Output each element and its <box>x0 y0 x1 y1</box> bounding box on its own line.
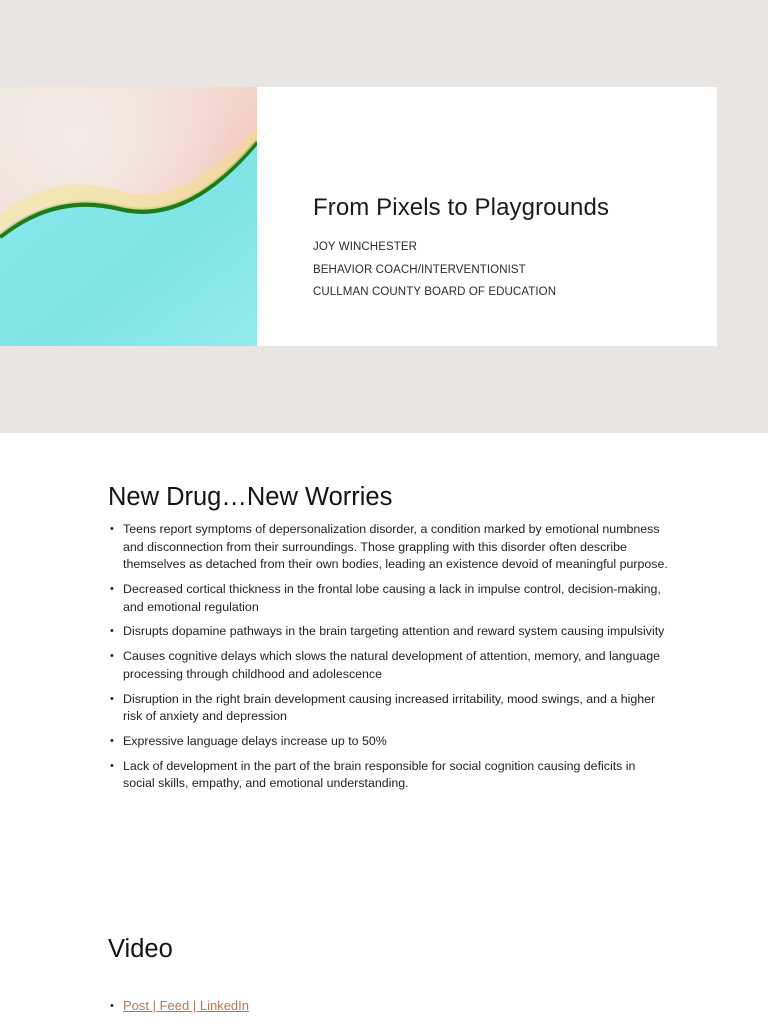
title-block <box>313 194 703 304</box>
presentation-title: From Pixels to Playgrounds <box>313 194 610 221</box>
title-card <box>0 87 717 346</box>
presenter-name: JOY WINCHESTER <box>313 241 418 253</box>
video-heading: Video <box>108 935 173 963</box>
content-slide <box>0 433 768 1024</box>
video-link-list <box>108 997 249 1015</box>
list-item <box>108 997 249 1015</box>
list-item: • Disruption in the right brain development causing increased irritability, mood swings, and a higher risk of anxiety and depression <box>108 691 668 726</box>
list-item: • Lack of development in the part of the brain responsible for social cognition causing deficits in social skills, empathy, and emotional understanding. <box>108 758 668 793</box>
list-item: • Expressive language delays increase up to 50% <box>108 733 668 751</box>
list-item: • Teens report symptoms of depersonalization disorder, a condition marked by emotional numbness and disconnection from their surroundings. Those grappling with this disorder often describe themselves as detached from their own bodies, leading an existence devoid of meaningful purpose. <box>108 521 668 574</box>
organization: CULLMAN COUNTY BOARD OF EDUCATION <box>313 286 557 298</box>
video-link[interactable]: Post | Feed | LinkedIn <box>123 998 249 1013</box>
slide-heading: New Drug…New Worries <box>108 483 393 511</box>
bullet-list <box>108 521 668 800</box>
list-item: • Disrupts dopamine pathways in the brain targeting attention and reward system causing impulsivity <box>108 623 668 641</box>
list-item: • Causes cognitive delays which slows the natural development of attention, memory, and language processing through childhood and adolescence <box>108 648 668 683</box>
title-slide <box>0 0 768 433</box>
presenter-role: BEHAVIOR COACH/INTERVENTIONIST <box>313 263 526 276</box>
abstract-wave-image <box>0 87 257 346</box>
list-item: • Decreased cortical thickness in the frontal lobe causing a lack in impulse control, decision-making, and emotional regulation <box>108 581 668 616</box>
